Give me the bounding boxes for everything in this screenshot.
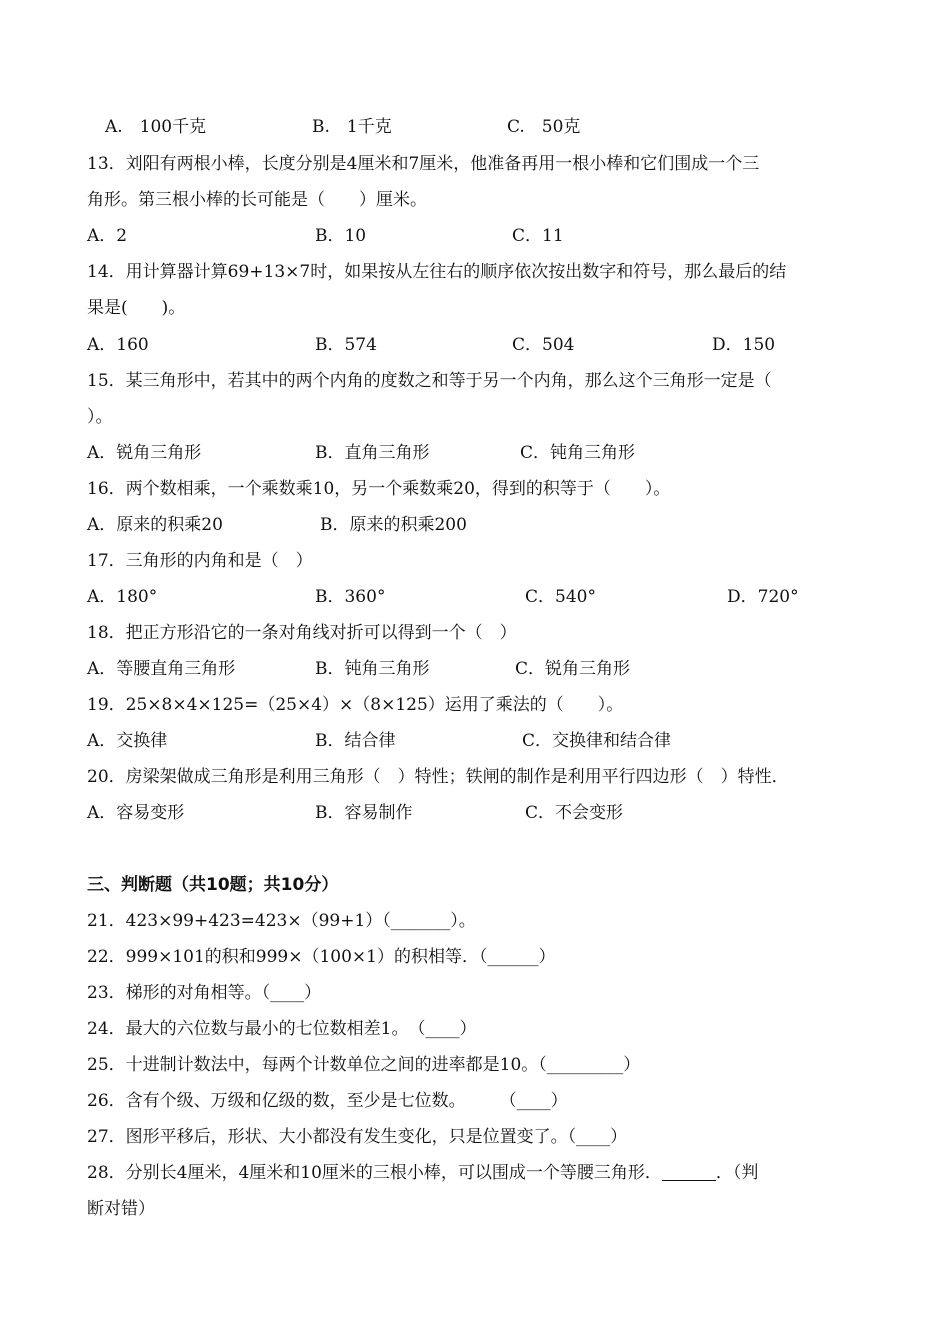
q17-option-a: A．180° bbox=[87, 587, 158, 607]
q15-text-line2: ）。 bbox=[87, 407, 113, 427]
q20-option-b: B．容易制作 bbox=[315, 803, 413, 823]
q14-option-b: B．574 bbox=[315, 335, 377, 355]
q14-text-line2: 果是( )。 bbox=[87, 298, 186, 318]
q17-text: 17．三角形的内角和是（ ） bbox=[87, 551, 313, 571]
q13-option-c: C．11 bbox=[512, 226, 564, 246]
q20-option-c: C．不会变形 bbox=[525, 803, 624, 823]
q19-text: 19．25×8×4×125=（25×4）×（8×125）运用了乘法的（ ）。 bbox=[87, 695, 624, 715]
q18-text: 18．把正方形沿它的一条对角线对折可以得到一个（ ） bbox=[87, 623, 517, 643]
q28-text-line2: 断对错） bbox=[87, 1199, 155, 1219]
q17-option-b: B．360° bbox=[315, 587, 386, 607]
q19-option-a: A．交换律 bbox=[87, 731, 168, 751]
q28-text-line1 bbox=[87, 1162, 758, 1184]
q28-text-a: 28．分别长4厘米，4厘米和10厘米的三根小棒，可以围成一个等腰三角形． bbox=[87, 1163, 662, 1183]
q20-text: 20．房梁架做成三角形是利用三角形（ ）特性；铁闸的制作是利用平行四边形（ ）特性． bbox=[87, 767, 789, 787]
q14-option-a: A．160 bbox=[87, 335, 149, 355]
q19-option-b: B．结合律 bbox=[315, 731, 396, 751]
q12-option-c: C. 50克 bbox=[507, 117, 581, 137]
q16-option-a: A．原来的积乘20 bbox=[87, 515, 223, 535]
q14-text-line1: 14．用计算器计算69+13×7时，如果按从左往右的顺序依次按出数字和符号，那么最后的结 bbox=[87, 262, 787, 282]
q15-option-b: B．直角三角形 bbox=[315, 443, 430, 463]
q18-option-b: B．钝角三角形 bbox=[315, 659, 430, 679]
q27-text: 27．图形平移后，形状、大小都没有发生变化，只是位置变了。（____） bbox=[87, 1127, 628, 1147]
q24-text: 24．最大的六位数与最小的七位数相差1。 （____） bbox=[87, 1019, 477, 1039]
q22-text: 22．999×101的积和999×（100×1）的积相等．（______） bbox=[87, 947, 556, 967]
q12-option-a: A. 100千克 bbox=[105, 117, 207, 137]
q18-option-a: A．等腰直角三角形 bbox=[87, 659, 236, 679]
q14-option-d: D．150 bbox=[712, 335, 776, 355]
q15-option-c: C．钝角三角形 bbox=[520, 443, 636, 463]
q16-option-b: B．原来的积乘200 bbox=[320, 515, 467, 535]
q14-option-c: C．504 bbox=[512, 335, 575, 355]
q23-text: 23．梯形的对角相等。（____） bbox=[87, 983, 322, 1003]
q15-option-a: A．锐角三角形 bbox=[87, 443, 202, 463]
q13-text-line2: 角形。第三根小棒的长可能是（ ）厘米。 bbox=[87, 190, 427, 210]
q17-option-c: C．540° bbox=[525, 587, 596, 607]
q26-text: 26．含有个级、万级和亿级的数，至少是七位数。 （____） bbox=[87, 1091, 568, 1111]
q16-text: 16．两个数相乘，一个乘数乘10，另一个乘数乘20，得到的积等于（ ）。 bbox=[87, 479, 671, 499]
section-3-title: 三、判断题（共10题；共10分） bbox=[87, 875, 339, 895]
q13-text-line1: 13．刘阳有两根小棒，长度分别是4厘米和7厘米，他准备再用一根小棒和它们围成一个三 bbox=[87, 154, 760, 174]
q20-option-a: A．容易变形 bbox=[87, 803, 185, 823]
q28-text-b: ．（判 bbox=[715, 1163, 759, 1183]
q28-answer-blank[interactable] bbox=[662, 1164, 716, 1181]
q12-option-b: B. 1千克 bbox=[312, 117, 392, 137]
q15-text-line1: 15．某三角形中，若其中的两个内角的度数之和等于另一个内角，那么这个三角形一定是（ bbox=[87, 371, 772, 391]
q21-text: 21．423×99+423=423×（99+1）（_______）。 bbox=[87, 911, 476, 931]
q13-option-a: A．2 bbox=[87, 226, 128, 246]
q18-option-c: C．锐角三角形 bbox=[515, 659, 631, 679]
q25-text: 25．十进制计数法中，每两个计数单位之间的进率都是10。（_________） bbox=[87, 1055, 641, 1075]
q17-option-d: D．720° bbox=[727, 587, 799, 607]
q19-option-c: C．交换律和结合律 bbox=[522, 731, 672, 751]
q13-option-b: B．10 bbox=[315, 226, 367, 246]
